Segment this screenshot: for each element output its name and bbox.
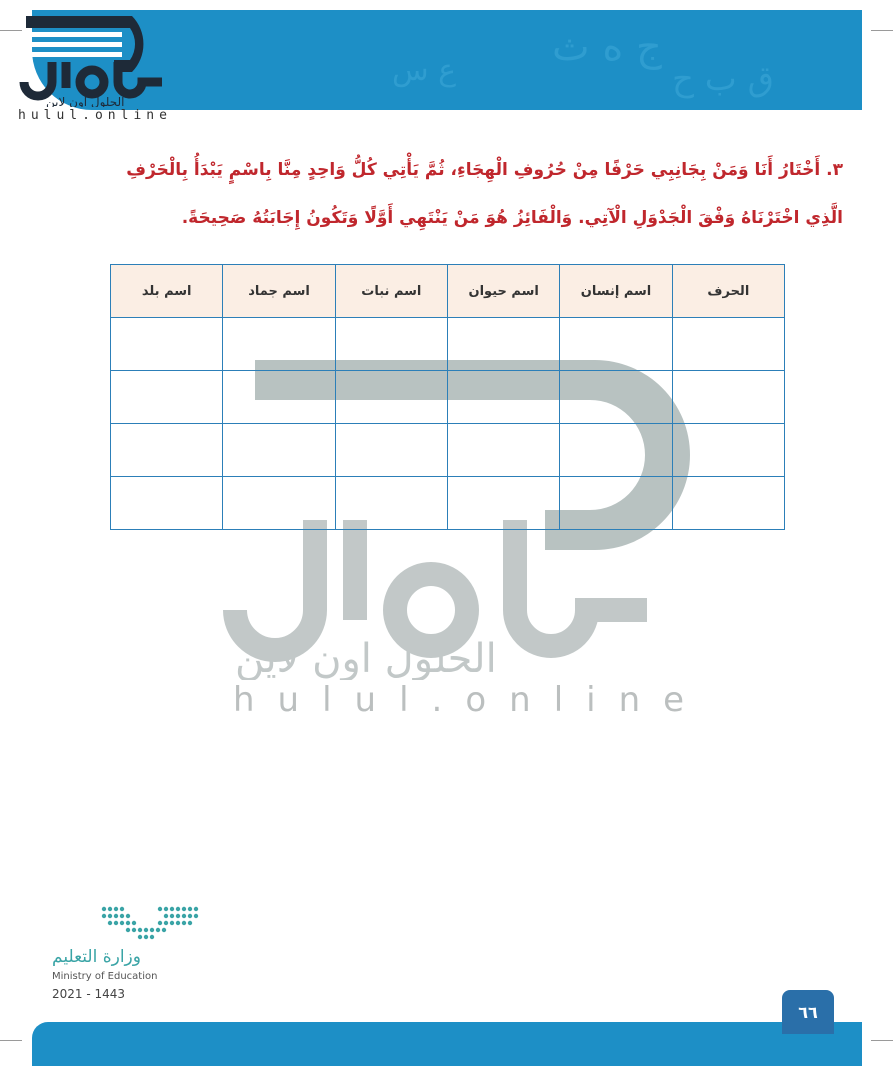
- crop-mark: [871, 30, 893, 31]
- header-letter: الحرف: [672, 265, 784, 318]
- table-cell[interactable]: [560, 477, 672, 530]
- table-row: [111, 371, 785, 424]
- logo-mark-icon: [14, 12, 174, 107]
- table-cell[interactable]: [560, 424, 672, 477]
- table-cell[interactable]: [111, 371, 223, 424]
- table-cell[interactable]: [560, 318, 672, 371]
- table-row: [111, 477, 785, 530]
- table-row: [111, 318, 785, 371]
- table-cell[interactable]: [111, 424, 223, 477]
- header-animal-name: اسم حيوان: [448, 265, 560, 318]
- header-plant-name: اسم نبات: [335, 265, 447, 318]
- table-cell[interactable]: [672, 424, 784, 477]
- table-cell[interactable]: [335, 318, 447, 371]
- logo-arabic-text: الحلول اون لاين: [46, 95, 125, 107]
- table-cell[interactable]: [448, 371, 560, 424]
- table-row: [111, 424, 785, 477]
- ministry-logo: [52, 905, 212, 1005]
- svg-text:ع س: ع س: [392, 53, 457, 88]
- table-cell[interactable]: [111, 318, 223, 371]
- table-cell[interactable]: [223, 477, 335, 530]
- table-cell[interactable]: [560, 371, 672, 424]
- ministry-arabic-name: وزارة التعليم: [52, 947, 141, 967]
- table-cell[interactable]: [672, 477, 784, 530]
- svg-text:ق ب ح: ق ب ح: [672, 59, 774, 99]
- logo-latin-text: hulul.online: [18, 108, 172, 123]
- answer-table: [110, 264, 785, 530]
- ministry-year: 2021 - 1443: [52, 987, 126, 1001]
- table-cell[interactable]: [111, 477, 223, 530]
- bottom-footer-band: [32, 1022, 862, 1066]
- question-text: ٣. أَخْتَارُ أَنَا وَمَنْ بِجَانِبِي حَرْفًا مِنْ حُرُوفِ الْهِجَاءِ، ثُمَّ يَأْتِي كُلُّ وَاحِدٍ مِنَّا بِاسْمٍ يَبْدَأُ بِالْحَرْفِ الَّذِي اخْتَرْنَاهُ وَفْقَ الْجَدْوَلِ الْآتِي. وَالْفَائِزُ هُوَ مَنْ يَنْتَهِي أَوَّلًا وَتَكُونُ إِجَابَتُهُ صَحِيحَةً.: [126, 160, 843, 228]
- crop-mark: [0, 1040, 22, 1041]
- table-cell[interactable]: [672, 318, 784, 371]
- table-cell[interactable]: [223, 371, 335, 424]
- table-cell[interactable]: [335, 424, 447, 477]
- table-cell[interactable]: [448, 477, 560, 530]
- ministry-dots-icon: [100, 905, 200, 941]
- header-person-name: اسم إنسان: [560, 265, 672, 318]
- watermark-arabic-text: الحلول اون لاين: [235, 636, 497, 680]
- table-cell[interactable]: [223, 318, 335, 371]
- table-cell[interactable]: [335, 477, 447, 530]
- header-object-name: اسم جماد: [223, 265, 335, 318]
- table-cell[interactable]: [672, 371, 784, 424]
- watermark-latin-text: hulul.online: [233, 680, 708, 720]
- crop-mark: [871, 1040, 893, 1041]
- table-cell[interactable]: [335, 371, 447, 424]
- site-logo: [14, 12, 174, 127]
- table-header-row: [111, 265, 785, 318]
- page-number: ٦٦: [782, 990, 834, 1034]
- table-cell[interactable]: [448, 318, 560, 371]
- table-cell[interactable]: [448, 424, 560, 477]
- table-cell[interactable]: [223, 424, 335, 477]
- ministry-english-name: Ministry of Education: [52, 971, 158, 982]
- svg-text:ج ه ث: ج ه ث: [552, 24, 662, 70]
- header-country-name: اسم بلد: [111, 265, 223, 318]
